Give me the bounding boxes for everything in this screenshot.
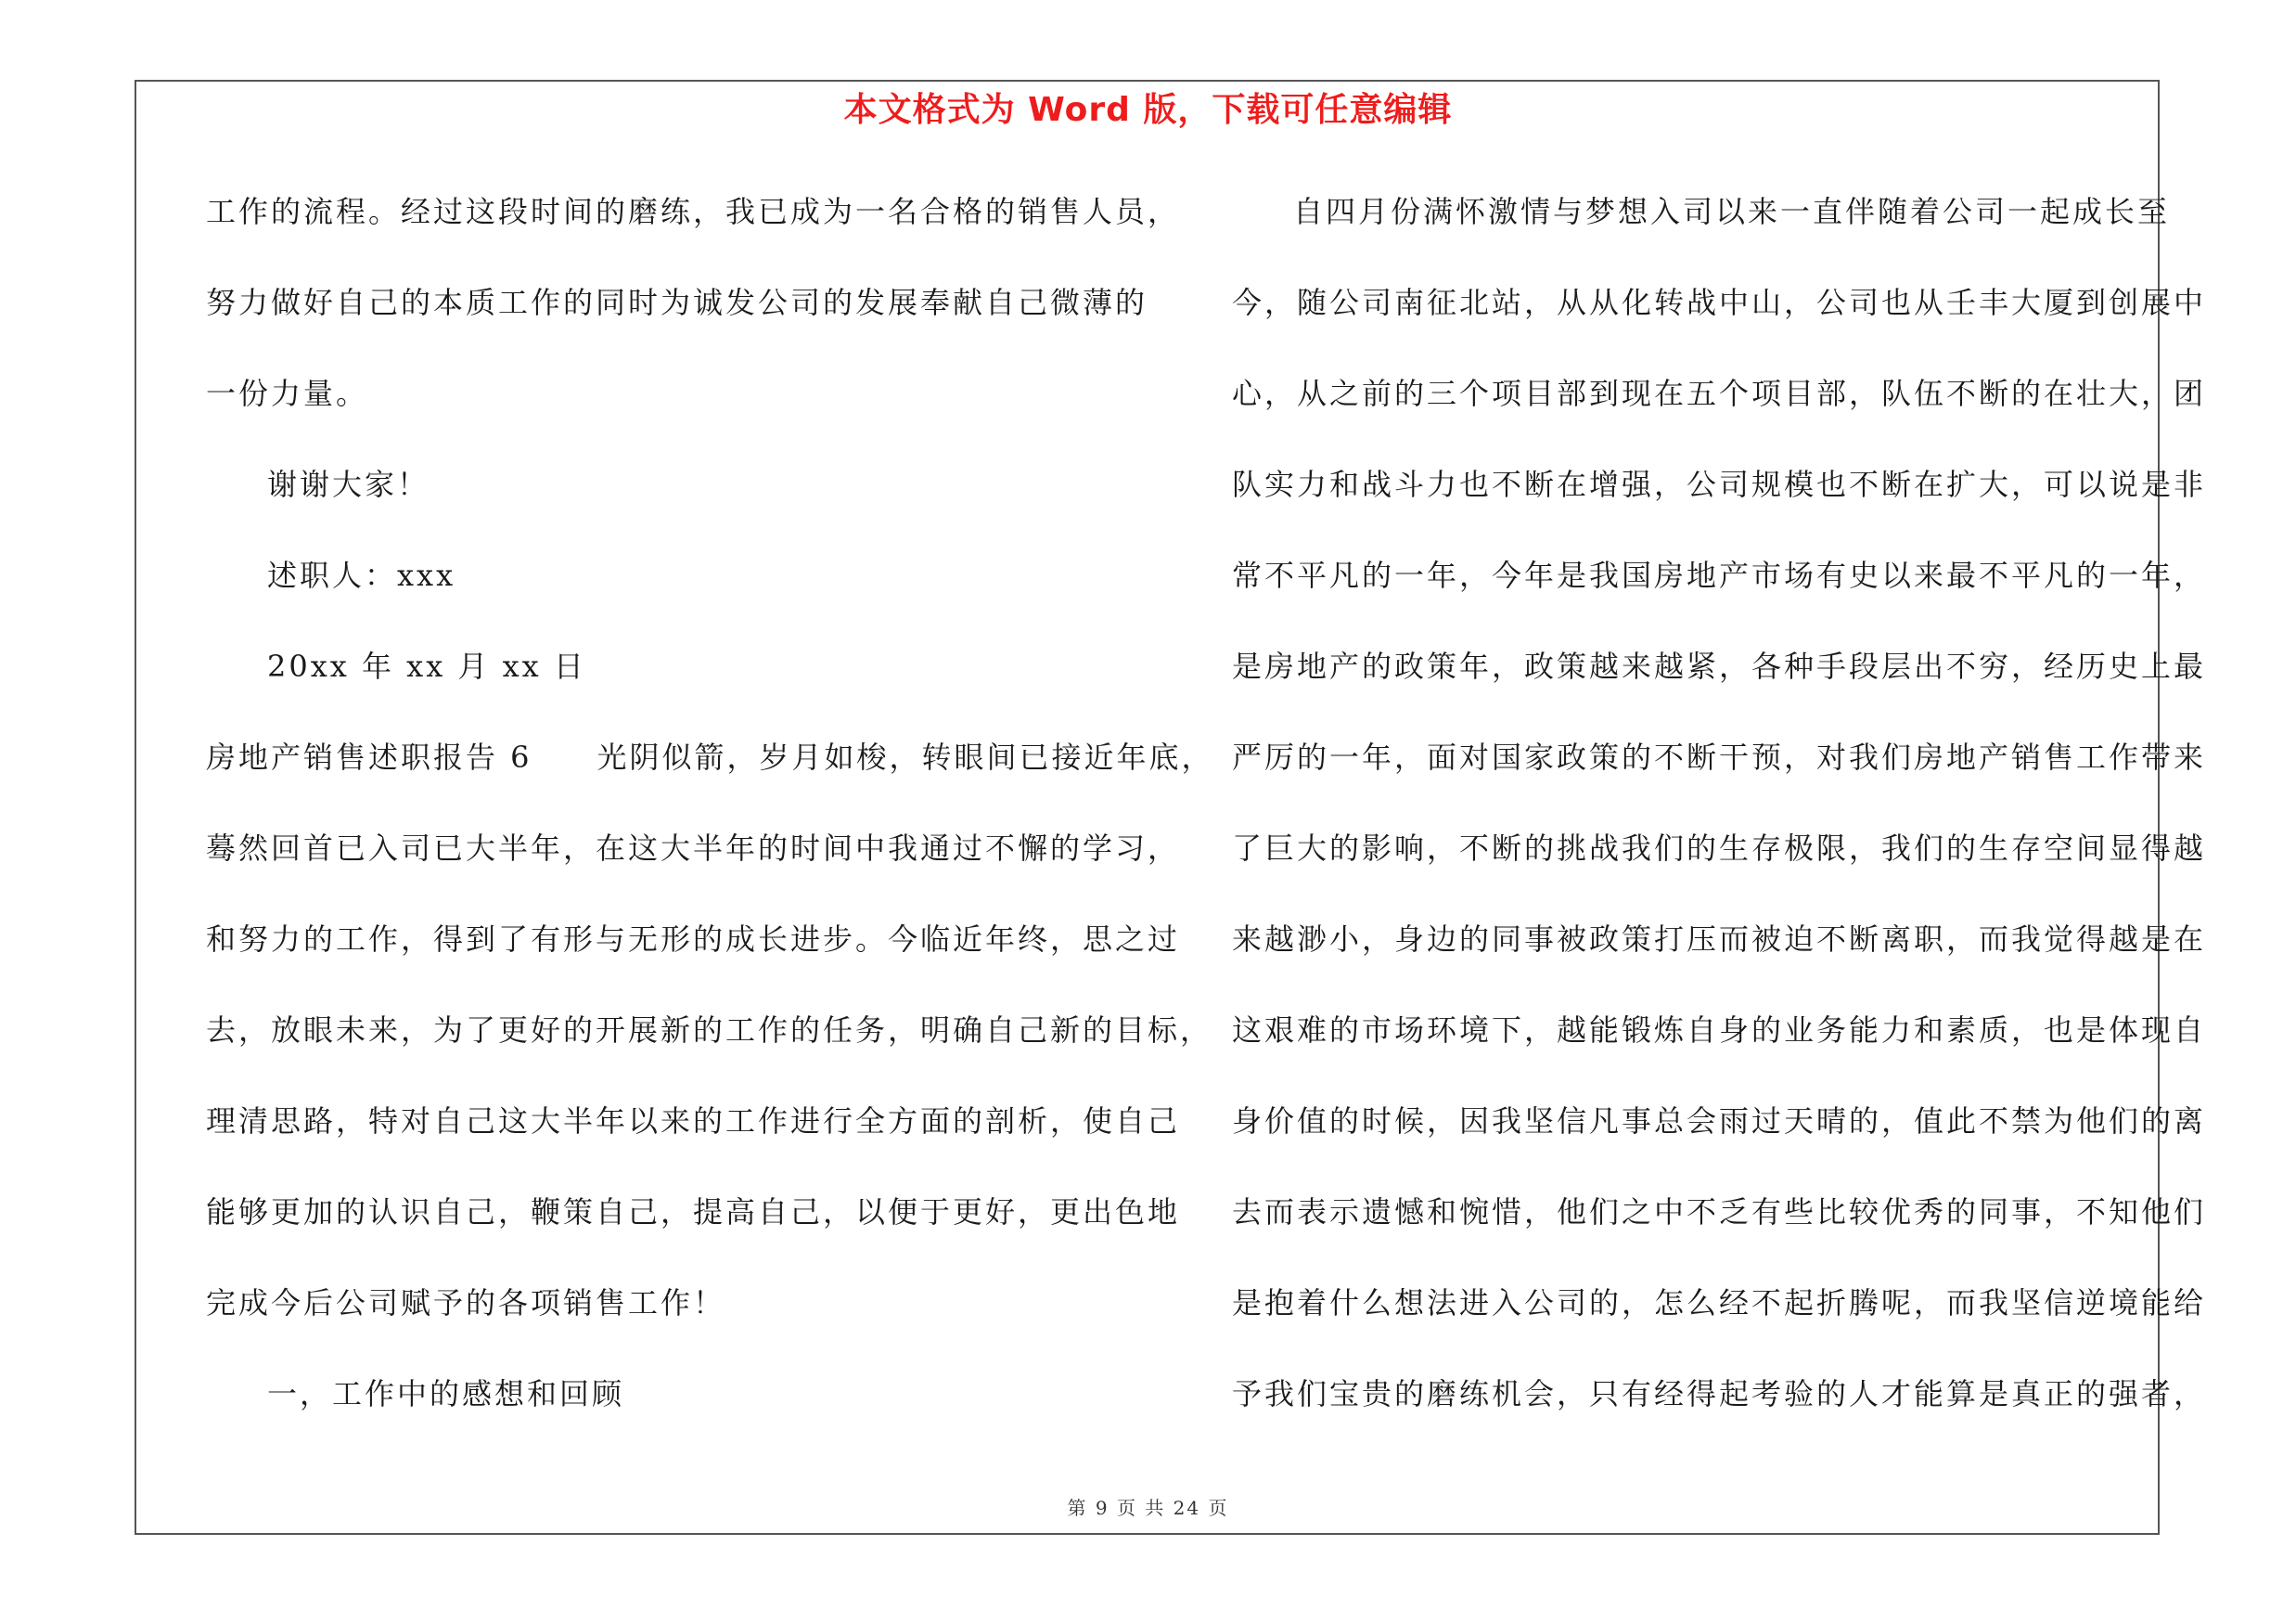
- text-line: 是房地产的政策年，政策越来越紧，各种手段层出不穷，经历史上最: [1232, 649, 2207, 684]
- text-line-report-title: 房地产销售述职报告 6 光阴似箭，岁月如梭，转眼间已接近年底，: [206, 740, 1214, 775]
- text-line-reporter: 述职人：xxx: [267, 558, 456, 593]
- text-line: 蓦然回首已入司已大半年，在这大半年的时间中我通过不懈的学习，: [206, 831, 1181, 866]
- text-line-thanks: 谢谢大家！: [267, 467, 430, 502]
- left-text-column: [206, 184, 1214, 1457]
- text-line: 理清思路，特对自己这大半年以来的工作进行全方面的剖析，使自己: [206, 1103, 1181, 1139]
- text-line: 这艰难的市场环境下，越能锻炼自身的业务能力和素质，也是体现自: [1232, 1012, 2207, 1048]
- text-line: 身价值的时候，因我坚信凡事总会雨过天晴的，值此不禁为他们的离: [1232, 1103, 2207, 1139]
- text-line: 常不平凡的一年，今年是我国房地产市场有史以来最不平凡的一年，: [1232, 558, 2207, 593]
- text-line: 严厉的一年，面对国家政策的不断干预，对我们房地产销售工作带来: [1232, 740, 2207, 775]
- text-line: 心，从之前的三个项目部到现在五个项目部，队伍不断的在壮大，团: [1232, 376, 2207, 411]
- text-line: 自四月份满怀激情与梦想入司以来一直伴随着公司一起成长至: [1293, 194, 2171, 229]
- text-line: 能够更加的认识自己，鞭策自己，提高自己，以便于更好，更出色地: [206, 1194, 1181, 1230]
- section-heading: 一，工作中的感想和回顾: [267, 1376, 625, 1411]
- text-line: 是抱着什么想法进入公司的，怎么经不起折腾呢，而我坚信逆境能给: [1232, 1285, 2207, 1320]
- text-line: 今，随公司南征北站，从从化转战中山，公司也从壬丰大厦到创展中: [1232, 285, 2207, 320]
- page-number-footer: 第 9 页 共 24 页: [1067, 1497, 1229, 1519]
- format-notice-banner: 本文格式为 Word 版，下载可任意编辑: [843, 91, 1453, 129]
- text-line: 一份力量。: [206, 376, 369, 411]
- text-line: 工作的流程。经过这段时间的磨练，我已成为一名合格的销售人员，: [206, 194, 1181, 229]
- text-line: 完成今后公司赋予的各项销售工作！: [206, 1285, 726, 1320]
- text-line: 了巨大的影响，不断的挑战我们的生存极限，我们的生存空间显得越: [1232, 831, 2207, 866]
- text-line: 来越渺小，身边的同事被政策打压而被迫不断离职，而我觉得越是在: [1232, 921, 2207, 957]
- text-line: 去，放眼未来，为了更好的开展新的工作的任务，明确自己新的目标，: [206, 1012, 1213, 1048]
- text-line: 努力做好自己的本质工作的同时为诚发公司的发展奉献自己微薄的: [206, 285, 1148, 320]
- text-line: 队实力和战斗力也不断在增强，公司规模也不断在扩大，可以说是非: [1232, 467, 2207, 502]
- text-line: 予我们宝贵的磨练机会，只有经得起考验的人才能算是真正的强者，: [1232, 1376, 2207, 1411]
- right-text-column: [1232, 184, 2207, 1457]
- text-line: 和努力的工作，得到了有形与无形的成长进步。今临近年终，思之过: [206, 921, 1181, 957]
- text-line-date: 20xx 年 xx 月 xx 日: [267, 649, 586, 684]
- text-line: 去而表示遗憾和惋惜，他们之中不乏有些比较优秀的同事，不知他们: [1232, 1194, 2207, 1230]
